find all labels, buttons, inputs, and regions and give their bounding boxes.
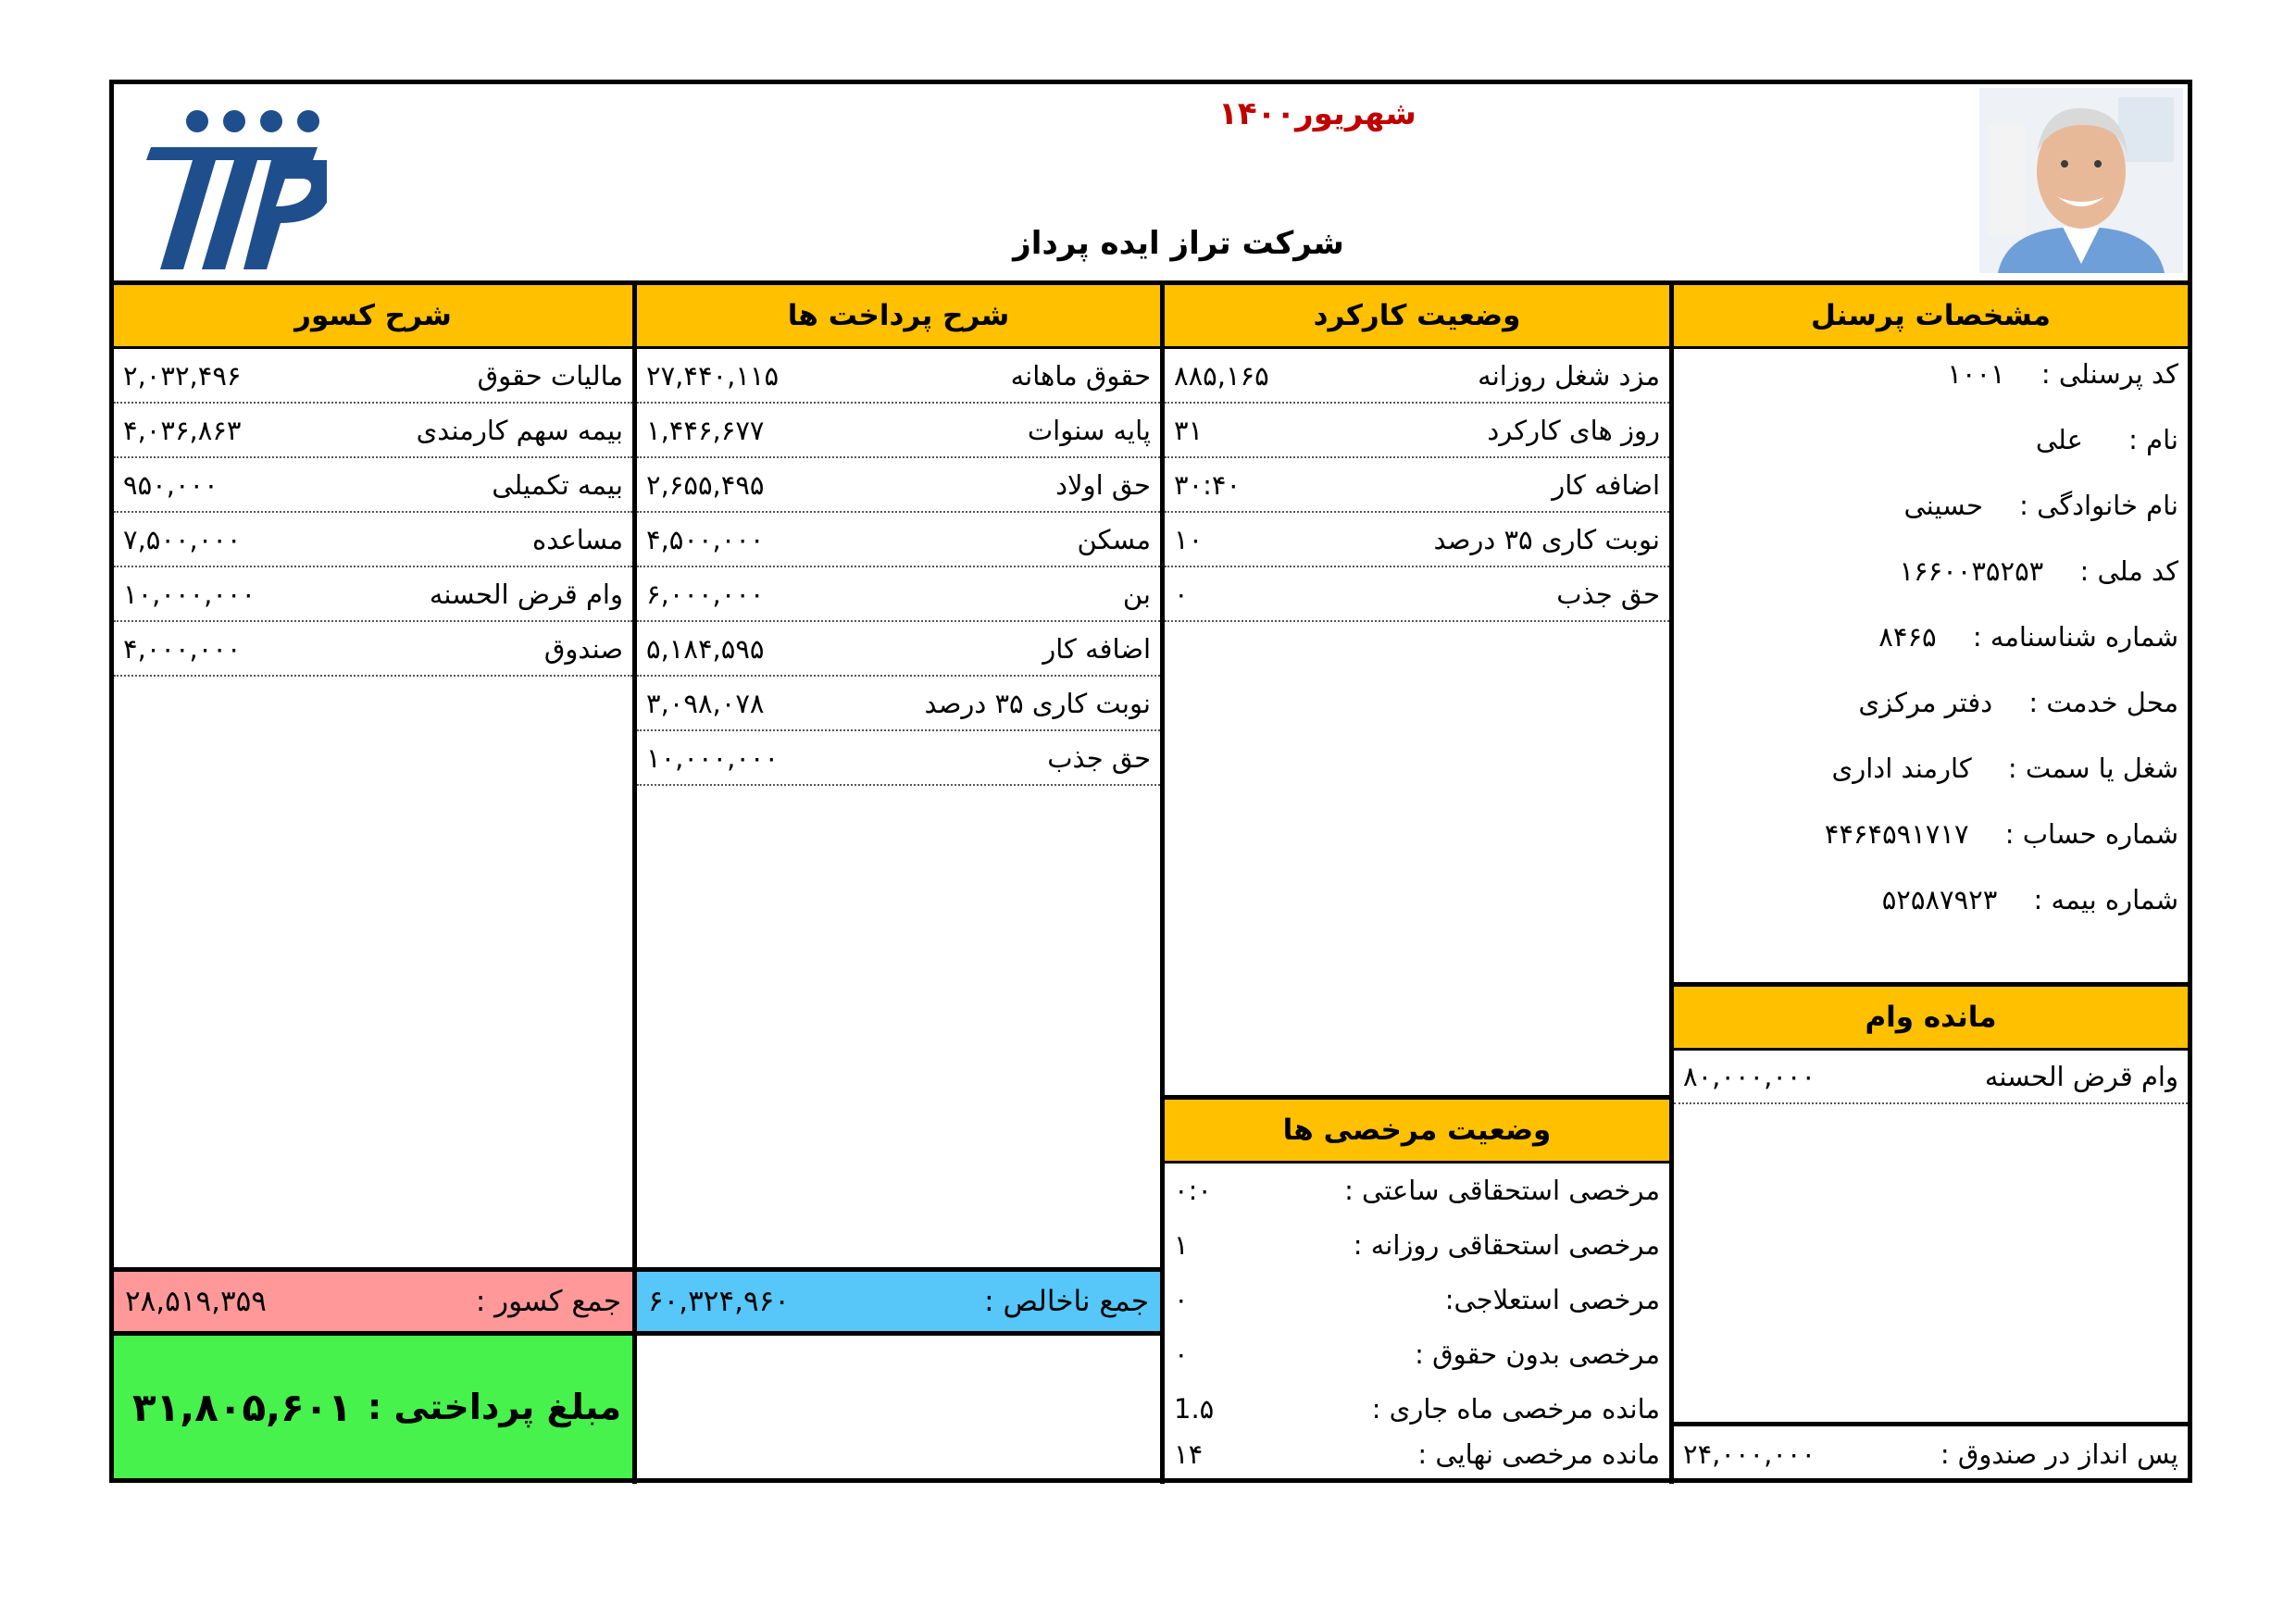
leave-row: مانده مرخصی ماه جاری : 1.۵ <box>1174 1392 1660 1425</box>
loan-balance-header: مانده وام <box>1674 987 2188 1051</box>
net-pay-value: ۳۱,۸۰۵,۶۰۱ <box>132 1384 352 1430</box>
month-title: شهریور۱۴۰۰ <box>1218 95 1416 132</box>
personnel-field: کد ملی : ۱۶۶۰۰۳۵۲۵۳ <box>1899 555 2178 587</box>
deduction-row: وام قرض الحسنه ۱۰,۰۰۰,۰۰۰ <box>114 567 632 622</box>
work-status-row: حق جذب ۰ <box>1165 567 1669 622</box>
deductions-total-label: جمع کسور : <box>475 1285 621 1318</box>
deduction-row: بیمه سهم کارمندی ۴,۰۳۶,۸۶۳ <box>114 404 632 458</box>
payments-header: شرح پرداخت ها <box>637 285 1160 349</box>
personnel-field: محل خدمت : دفتر مرکزی <box>1858 687 2178 718</box>
work-status-row: مزد شغل روزانه ۸۸۵,۱۶۵ <box>1165 349 1669 404</box>
personnel-field: کد پرسنلی : ۱۰۰۱ <box>1947 358 2178 390</box>
payment-row: حق جذب ۱۰,۰۰۰,۰۰۰ <box>637 731 1160 786</box>
employee-photo <box>1979 88 2183 273</box>
leave-row: مرخصی بدون حقوق : ۰ <box>1174 1338 1660 1370</box>
gross-total-row <box>637 1272 1160 1331</box>
work-status-row: روز های کارکرد ۳۱ <box>1165 404 1669 458</box>
personnel-header: مشخصات پرسنل <box>1674 285 2188 349</box>
loan-balance-row: وام قرض الحسنه ۸۰,۰۰۰,۰۰۰ <box>1674 1050 2188 1104</box>
work-status-row: اضافه کار ۳۰:۴۰ <box>1165 458 1669 513</box>
leave-row: مرخصی استحقاقی ساعتی : ۰:۰ <box>1174 1174 1660 1206</box>
deduction-row: صندوق ۴,۰۰۰,۰۰۰ <box>114 622 632 677</box>
personnel-field: نام : علی <box>2035 424 2178 455</box>
payment-row: بن ۶,۰۰۰,۰۰۰ <box>637 567 1160 622</box>
deduction-row: بیمه تکمیلی ۹۵۰,۰۰۰ <box>114 458 632 513</box>
payslip-sheet <box>109 80 2192 1483</box>
deductions-total-row <box>114 1272 632 1331</box>
gross-total-value: ۶۰,۳۲۴,۹۶۰ <box>648 1285 790 1318</box>
deductions-header: شرح کسور <box>114 285 632 349</box>
net-pay-row <box>114 1336 632 1478</box>
net-pay-label: مبلغ پرداختی : <box>368 1387 621 1427</box>
company-name: شرکت تراز ایده پرداز <box>1013 225 1344 262</box>
payment-row: نوبت کاری ۳۵ درصد ۳,۰۹۸,۰۷۸ <box>637 677 1160 731</box>
personnel-field: نام خانوادگی : حسینی <box>1903 490 2178 521</box>
leave-row: مرخصی استحقاقی روزانه : ۱ <box>1174 1228 1660 1261</box>
payment-row: حق اولاد ۲,۶۵۵,۴۹۵ <box>637 458 1160 513</box>
leave-row: مرخصی استعلاجی: ۰ <box>1174 1283 1660 1315</box>
work-status-row: نوبت کاری ۳۵ درصد ۱۰ <box>1165 513 1669 567</box>
personnel-field: شغل یا سمت : کارمند اداری <box>1831 753 2178 784</box>
gross-divider-bottom <box>637 1331 1160 1336</box>
leave-status-header: وضعیت مرخصی ها <box>1165 1100 1669 1164</box>
company-logo <box>142 103 327 279</box>
personnel-field: شماره بیمه : ۵۲۵۸۷۹۲۳ <box>1881 884 2178 915</box>
column-divider-3 <box>1669 280 1674 1484</box>
gross-total-label: جمع ناخالص : <box>984 1285 1149 1318</box>
fund-savings-row: پس انداز در صندوق : ۲۴,۰۰۰,۰۰۰ <box>1683 1438 2178 1470</box>
leave-row: مانده مرخصی نهایی : ۱۴ <box>1174 1438 1660 1470</box>
deduction-row: مالیات حقوق ۲,۰۳۲,۴۹۶ <box>114 349 632 404</box>
payment-row: پایه سنوات ۱,۴۴۶,۶۷۷ <box>637 404 1160 458</box>
deduction-row: مساعده ۷,۵۰۰,۰۰۰ <box>114 513 632 567</box>
payment-row: حقوق ماهانه ۲۷,۴۴۰,۱۱۵ <box>637 349 1160 404</box>
deductions-total-value: ۲۸,۵۱۹,۳۵۹ <box>125 1285 267 1318</box>
personnel-field: شماره شناسنامه : ۸۴۶۵ <box>1878 621 2178 653</box>
personnel-field: شماره حساب : ۴۴۶۴۵۹۱۷۱۷ <box>1824 818 2178 850</box>
work-status-header: وضعیت کارکرد <box>1165 285 1669 349</box>
payment-row: اضافه کار ۵,۱۸۴,۵۹۵ <box>637 622 1160 677</box>
payment-row: مسکن ۴,۵۰۰,۰۰۰ <box>637 513 1160 567</box>
